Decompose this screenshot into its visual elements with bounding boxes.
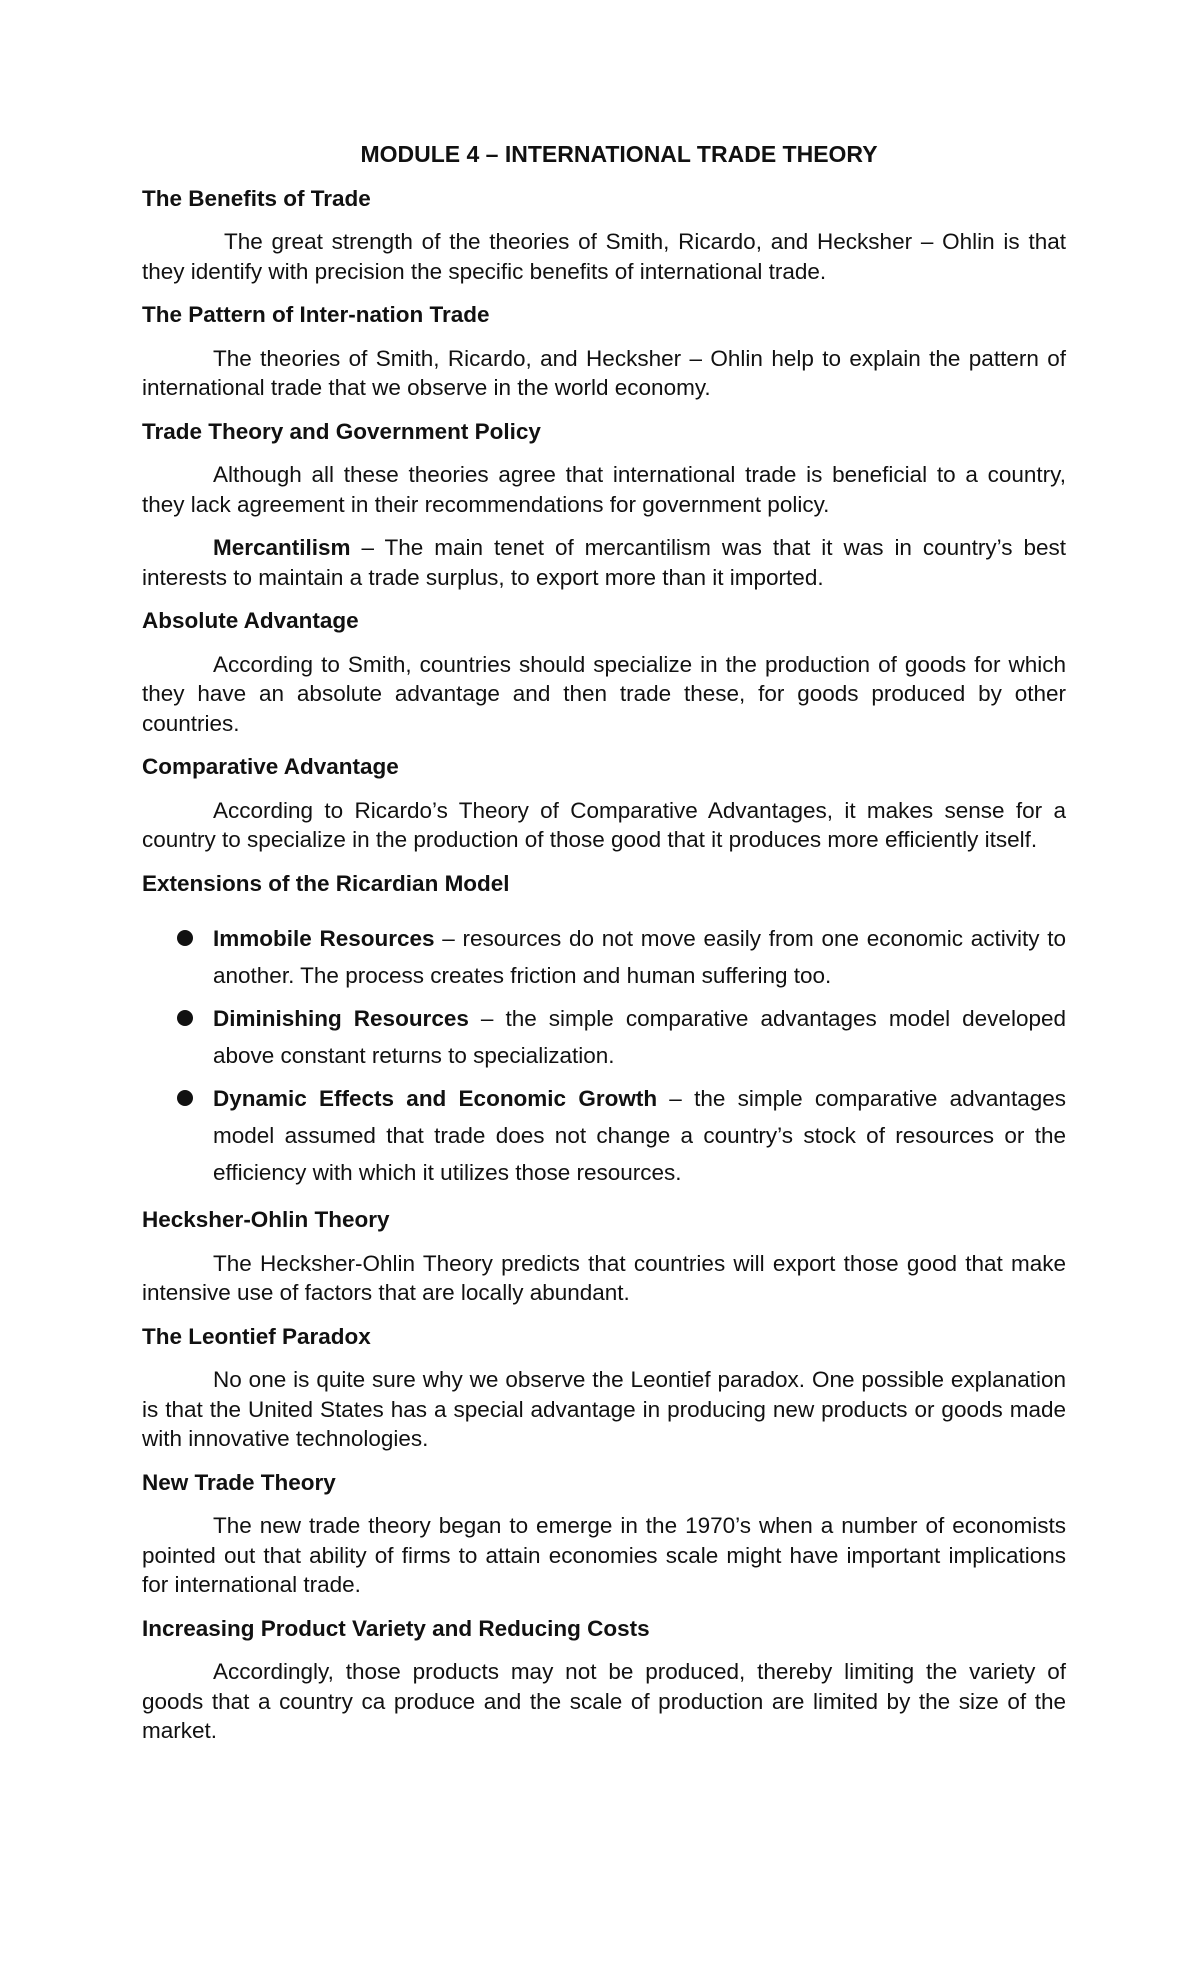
- bullet-icon: [177, 1090, 193, 1106]
- term-diminishing-resources: Diminishing Resources: [213, 1006, 469, 1031]
- heading-absolute-advantage: Absolute Advantage: [142, 608, 359, 633]
- heading-extensions-ricardian: Extensions of the Ricardian Model: [142, 870, 510, 896]
- dynamic-effects-text: – the simple comparative advantages model assumed that trade does not change a country’s stock of resources or the efficiency with which it utilizes those resources.: [213, 1086, 1066, 1185]
- diminishing-resources-text: – the simple comparative advantages model developed above constant returns to specialization.: [213, 1006, 1066, 1068]
- heading-hecksher-ohlin: Hecksher-Ohlin Theory: [142, 1207, 390, 1232]
- list-item-dynamic-effects: [213, 1080, 1066, 1191]
- list-item-immobile-resources: [213, 920, 1066, 994]
- paragraph-pattern-of-trade: The theories of Smith, Ricardo, and Hecksher – Ohlin help to explain the pattern of international trade that we observe in the world economy.: [142, 345, 1066, 400]
- list-item-diminishing-resources: [213, 1000, 1066, 1074]
- paragraph-hecksher-ohlin: The Hecksher-Ohlin Theory predicts that countries will export those good that make intensive use of factors that are locally abundant.: [142, 1250, 1066, 1305]
- heading-pattern-of-trade: The Pattern of Inter-nation Trade: [142, 302, 490, 327]
- paragraph-comparative-advantage: According to Ricardo’s Theory of Comparative Advantages, it makes sense for a country to specialize in the production of those good that it produces more efficiently itself.: [142, 797, 1066, 852]
- paragraph-absolute-advantage: According to Smith, countries should specialize in the production of goods for which they have an absolute advantage and then trade these, for goods produced by other countries.: [142, 651, 1066, 736]
- bullet-icon: [177, 930, 193, 946]
- heading-comparative-advantage: Comparative Advantage: [142, 754, 399, 779]
- heading-trade-theory-policy: Trade Theory and Government Policy: [142, 418, 541, 444]
- immobile-resources-text: – resources do not move easily from one economic activity to another. The process creates friction and human suffering too.: [213, 926, 1067, 988]
- paragraph-new-trade-theory: The new trade theory began to emerge in the 1970’s when a number of economists pointed out that ability of firms to attain economies scale might have important implications for international trade.: [142, 1513, 1066, 1597]
- bullet-icon: [177, 1010, 193, 1026]
- paragraph-mercantilism: [142, 533, 1066, 592]
- mercantilism-text: – The main tenet of mercantilism was that it was in country’s best interests to maintain a trade surplus, to export more than it imported.: [142, 535, 1066, 590]
- paragraph-leontief-paradox: No one is quite sure why we observe the Leontief paradox. One possible explanation is that the United States has a special advantage in producing new products or goods made with innovative technologies.: [142, 1367, 1066, 1451]
- paragraph-product-variety: Accordingly, those products may not be produced, thereby limiting the variety of goods that a country ca produce and the scale of production are limited by the size of the market.: [142, 1659, 1066, 1743]
- paragraph-trade-theory-policy: Although all these theories agree that international trade is beneficial to a country, they lack agreement in their recommendations for government policy.: [142, 462, 1066, 517]
- heading-benefits-of-trade: The Benefits of Trade: [142, 185, 371, 211]
- term-immobile-resources: Immobile Resources: [213, 926, 435, 951]
- heading-leontief-paradox: The Leontief Paradox: [142, 1323, 371, 1349]
- heading-product-variety: Increasing Product Variety and Reducing Costs: [142, 1615, 650, 1641]
- paragraph-benefits-of-trade: The great strength of the theories of Smith, Ricardo, and Hecksher – Ohlin is that they identify with precision the specific benefits of international trade.: [142, 229, 1066, 284]
- extensions-list: [142, 920, 1066, 1191]
- heading-new-trade-theory: New Trade Theory: [142, 1469, 336, 1495]
- term-dynamic-effects: Dynamic Effects and Economic Growth: [213, 1086, 658, 1111]
- term-mercantilism: Mercantilism: [213, 535, 351, 560]
- page-title: MODULE 4 – INTERNATIONAL TRADE THEORY: [360, 141, 878, 167]
